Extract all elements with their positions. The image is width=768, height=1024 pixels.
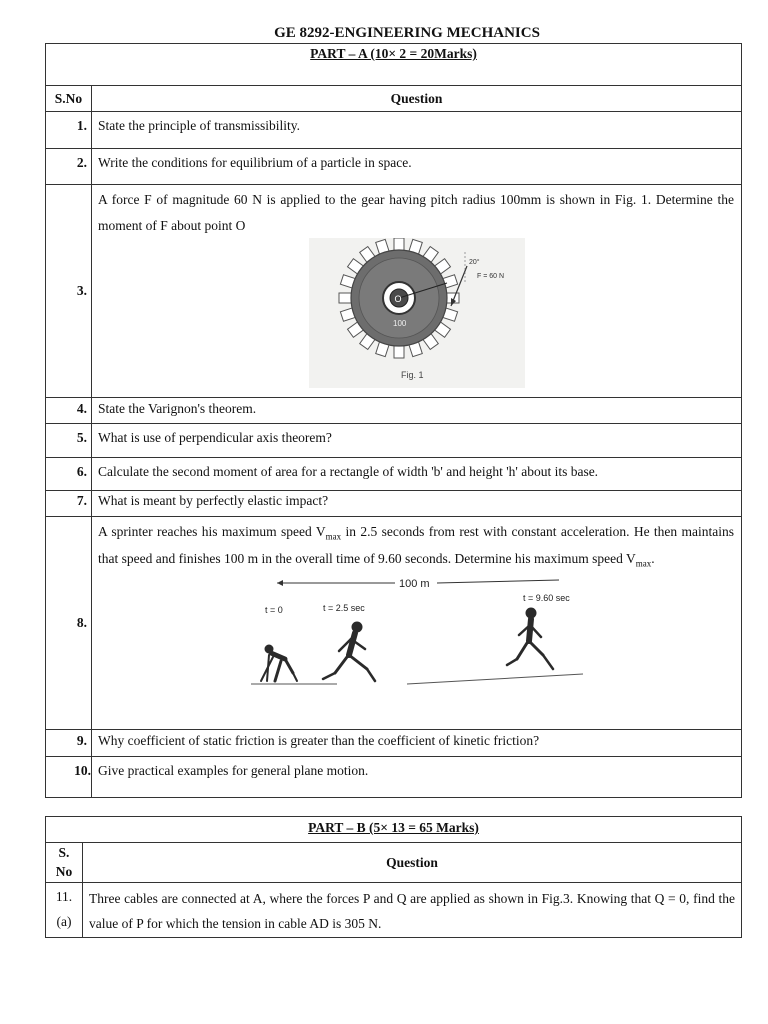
question-number: 8. [46, 517, 92, 730]
finish-time-label: t = 9.60 sec [522, 592, 570, 603]
question-text: A force F of magnitude 60 N is applied to the gear having pitch radius 100mm is shown in Fig. 1. Determine the moment of F about point O [98, 192, 735, 233]
part-a-heading: PART – A (10× 2 = 20Marks) [46, 44, 742, 86]
question-number: 10. [46, 757, 92, 798]
sprinter-figure [247, 577, 587, 701]
question-row [46, 491, 742, 517]
question-text: What is meant by perfectly elastic impact? [92, 491, 742, 517]
figure-caption: Fig. 1 [400, 370, 424, 381]
question-number: 5. [46, 424, 92, 458]
start-time-label: t = 0 [264, 604, 283, 615]
question-text: Calculate the second moment of area for a rectangle of width 'b' and height 'h' about its base. [92, 458, 742, 491]
question-number: 2. [46, 149, 92, 185]
part-b-table [45, 816, 742, 938]
accel-time-label: t = 2.5 sec [322, 602, 365, 613]
distance-label: 100 m [398, 577, 430, 590]
sno-column-header: S. No [46, 843, 83, 883]
radius-label: 100 [392, 319, 406, 329]
question-row [46, 112, 742, 149]
sno-column-header: S.No [46, 86, 92, 112]
question-row [46, 883, 742, 938]
question-column-header: Question [83, 843, 742, 883]
question-number: 7. [46, 491, 92, 517]
question-row [46, 398, 742, 424]
part-b-heading: PART – B (5× 13 = 65 Marks) [46, 817, 742, 843]
question-text: A sprinter reaches his maximum speed $V_{max}$ in 2.5 seconds from rest with constant acceleration. He then maintains that speed and finishes 100 m in the overall time of 9.60 seconds. Determine his maximum speed $V_{max}$. [98, 524, 735, 569]
question-number: 9. [46, 730, 92, 757]
crouched-runner [261, 645, 297, 681]
question-text: Write the conditions for equilibrium of a particle in space. [92, 149, 742, 185]
question-row [46, 424, 742, 458]
question-text: State the Varignon's theorem. [92, 398, 742, 424]
question-text: Give practical examples for general plane motion. [92, 757, 742, 798]
center-label: O [393, 294, 402, 305]
question-row [46, 730, 742, 757]
page-title: GE 8292-ENGINEERING MECHANICS [274, 25, 540, 41]
question-row [46, 757, 742, 798]
angle-label: 20° [468, 259, 480, 267]
question-row [46, 149, 742, 185]
question-text: Why coefficient of static friction is greater than the coefficient of kinetic friction? [92, 730, 742, 757]
gear-figure [309, 238, 525, 388]
question-number: 4. [46, 398, 92, 424]
question-number: 6. [46, 458, 92, 491]
question-text: What is use of perpendicular axis theorem? [92, 424, 742, 458]
question-number: 11. (a) [46, 883, 83, 938]
finishing-runner [507, 608, 553, 669]
question-row [46, 517, 742, 730]
accelerating-runner [323, 622, 375, 681]
question-text: Three cables are connected at A, where the forces P and Q are applied as shown in Fig.3. Knowing that Q = 0, find the value of P for which the tension in cable AD is 305 N. [83, 883, 742, 938]
force-label: F = 60 N [476, 273, 504, 281]
question-number: 3. [46, 185, 92, 398]
part-a-table [45, 43, 742, 798]
question-column-header: Question [92, 86, 742, 112]
question-number: 1. [46, 112, 92, 149]
question-text: State the principle of transmissibility. [92, 112, 742, 149]
question-row [46, 185, 742, 398]
question-row [46, 458, 742, 491]
